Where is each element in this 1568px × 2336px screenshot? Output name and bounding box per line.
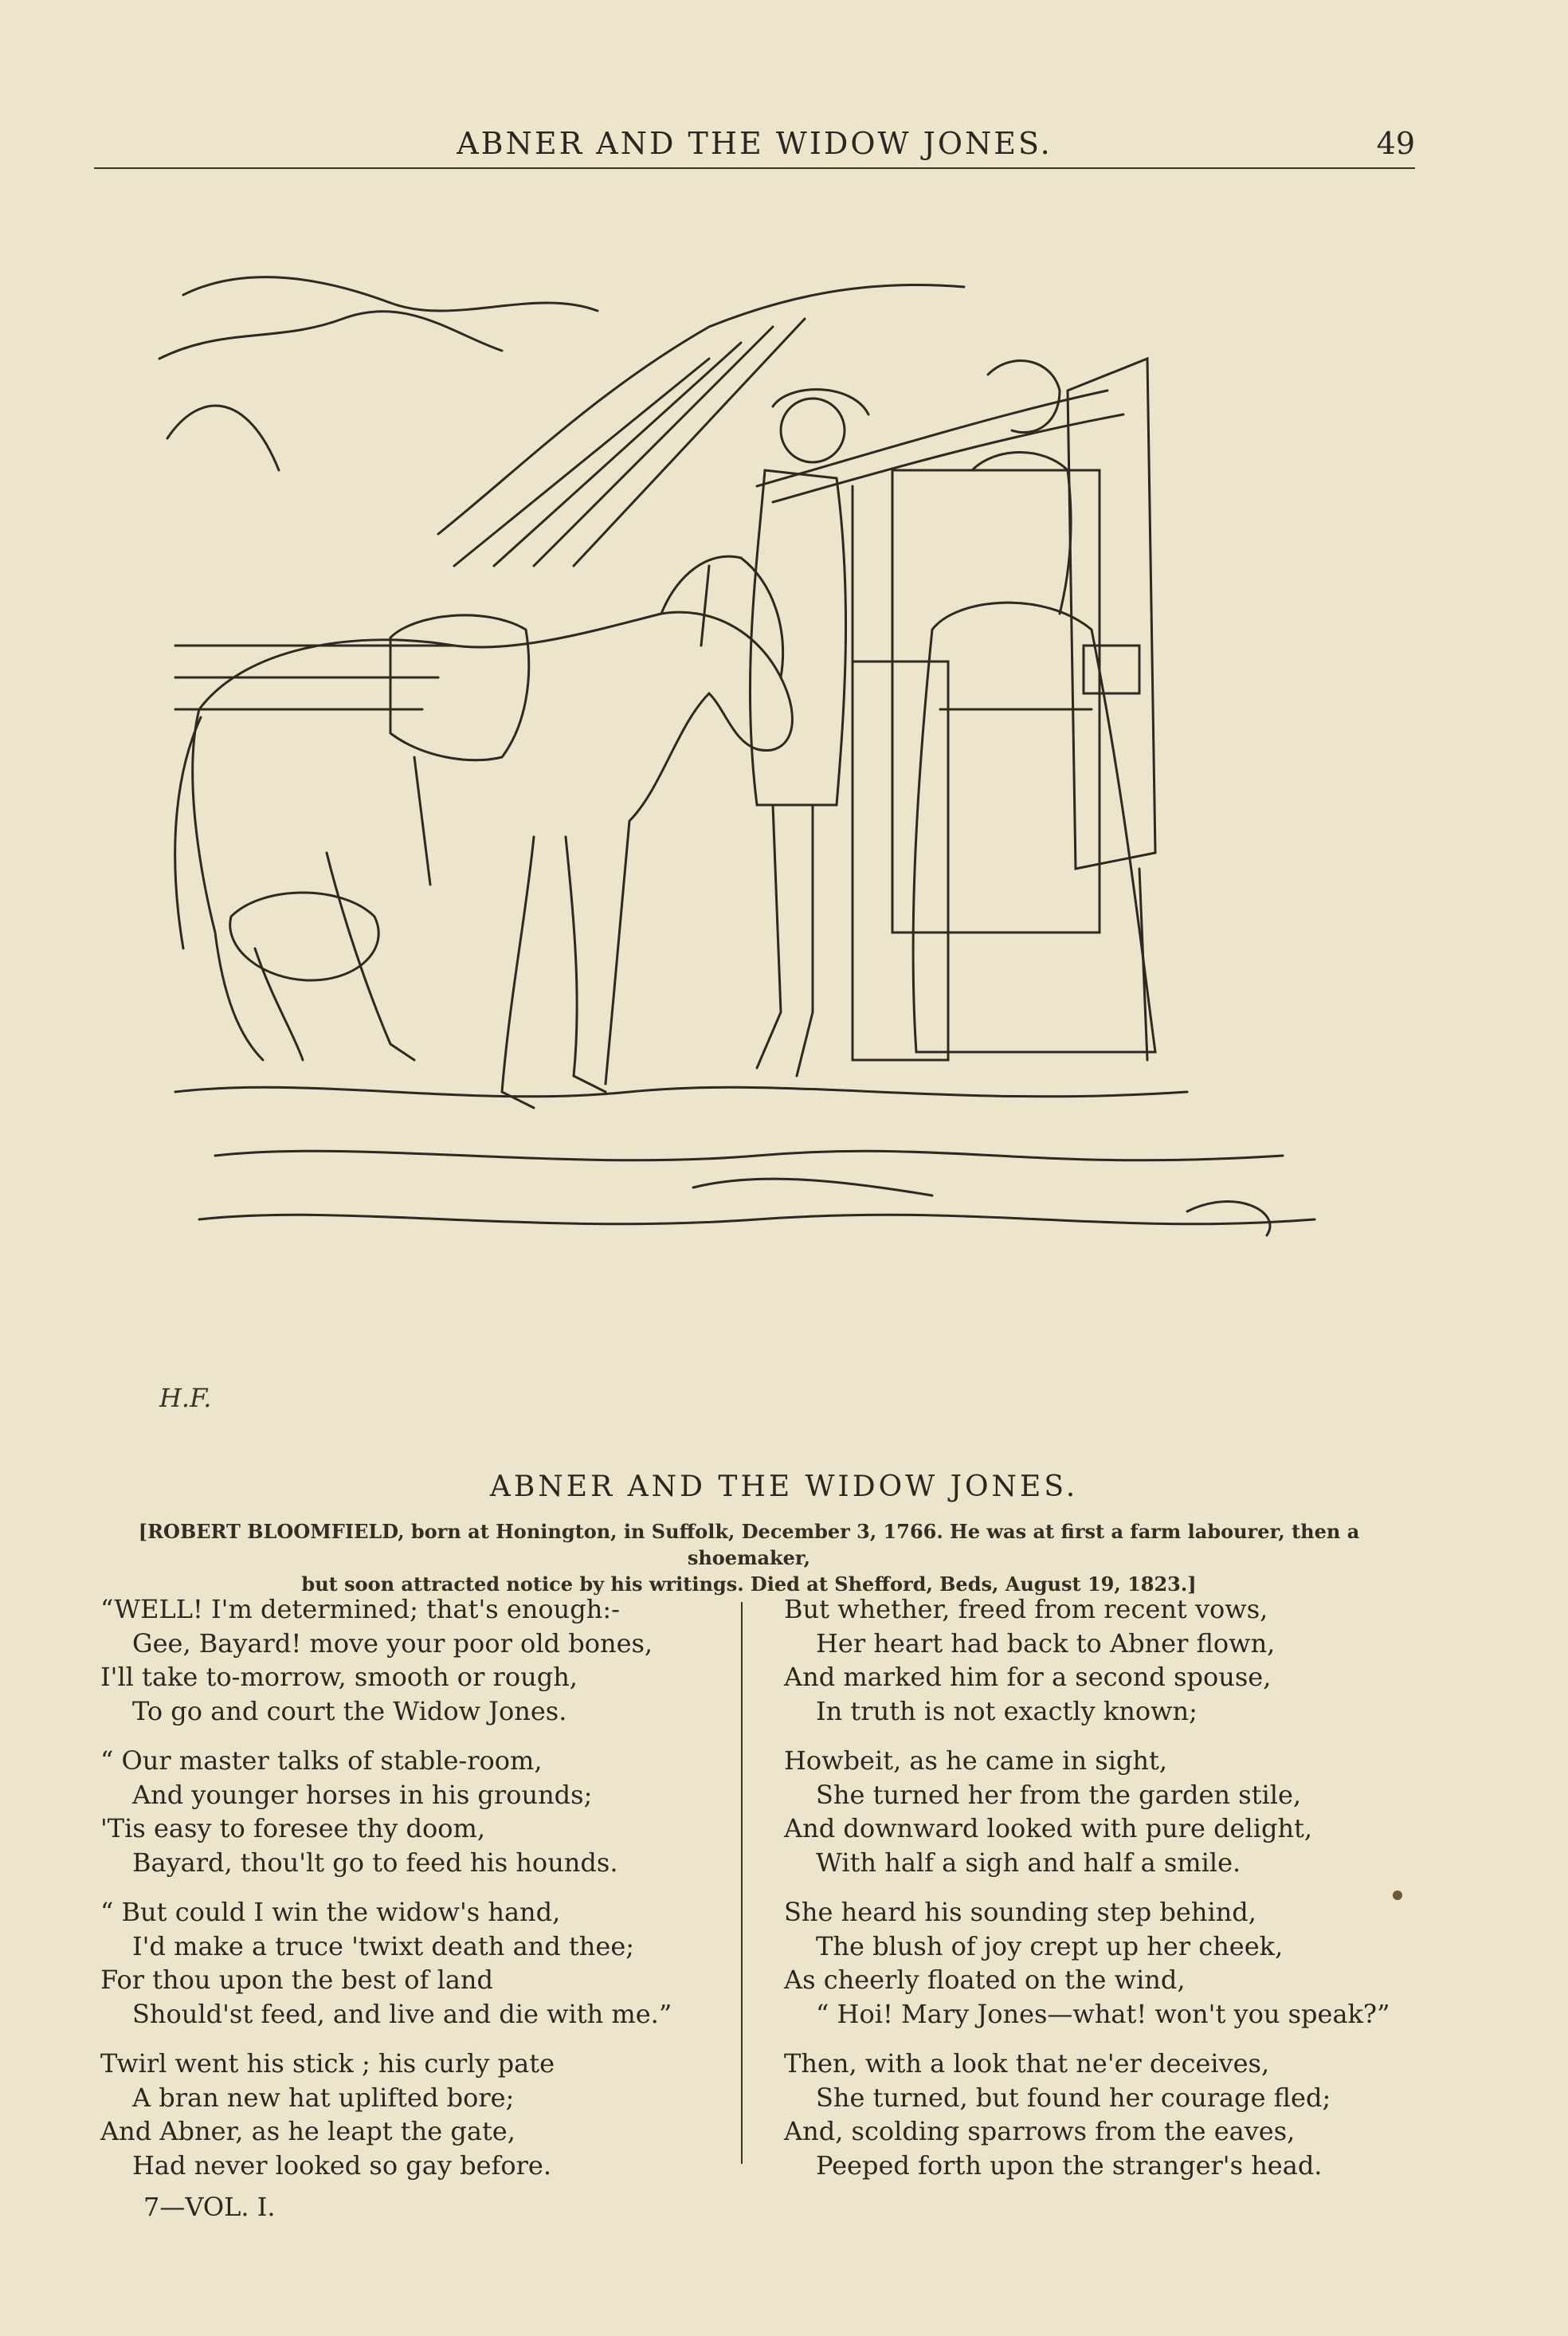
verse-line: I'll take to-morrow, smooth or rough, (100, 1662, 578, 1692)
verse-line: Her heart had back to Abner flown, (816, 1627, 1276, 1659)
stanza (100, 1895, 706, 2031)
page-number: 49 (1376, 126, 1415, 161)
right-column (784, 1592, 1390, 2198)
left-column (100, 1592, 706, 2198)
verse-line: Bayard, thou'lt go to feed his hounds. (132, 1847, 618, 1878)
verse-line: “ Our master talks of stable-room, (100, 1745, 543, 1776)
bio-note-line-2: but soon attracted notice by his writings. Died at Shefford, Beds, August 19, 1823.] (301, 1572, 1197, 1596)
bio-note-line-1: [ROBERT BLOOMFIELD, born at Honington, in Suffolk, December 3, 1766. He was at first a farm labourer, then a shoemaker, (138, 1520, 1360, 1569)
verse-line: I'd make a truce 'twixt death and thee; (132, 1930, 635, 1961)
verse-line: Then, with a look that ne'er deceives, (784, 2048, 1270, 2079)
ink-spot (1393, 1890, 1402, 1900)
engraving-horse-man-woman-icon (151, 231, 1339, 1427)
running-title: ABNER AND THE WIDOW JONES. (457, 126, 1053, 161)
verse-line: Had never looked so gay before. (132, 2150, 552, 2181)
verse-line: “ But could I win the widow's hand, (100, 1897, 561, 1927)
stanza (100, 1744, 706, 1879)
stanza (784, 1895, 1390, 2031)
stanza (784, 1744, 1390, 1879)
stanza (784, 2047, 1390, 2182)
stanza (784, 1592, 1390, 1728)
verse-line: As cheerly floated on the wind, (784, 1965, 1186, 1995)
stanza (100, 1592, 706, 1728)
verse-line: “ Hoi! Mary Jones—what! won't you speak?” (816, 1998, 1390, 2029)
verse-line: With half a sigh and half a smile. (816, 1847, 1241, 1878)
verse-line: Should'st feed, and live and die with me.” (132, 1998, 672, 2029)
signature-mark: 7—VOL. I. (143, 2192, 276, 2222)
verse-line: Howbeit, as he came in sight, (784, 1745, 1168, 1776)
verse-line: But whether, freed from recent vows, (784, 1594, 1268, 1624)
verse-line: To go and court the Widow Jones. (132, 1695, 567, 1726)
verse-line: Twirl went his stick ; his curly pate (100, 2048, 555, 2079)
verse-line: Gee, Bayard! move your poor old bones, (132, 1627, 653, 1659)
poem-title: ABNER AND THE WIDOW JONES. (489, 1470, 1079, 1503)
verse-line: Peeped forth upon the stranger's head. (816, 2150, 1323, 2181)
verse-line: She heard his sounding step behind, (784, 1897, 1256, 1927)
poem-columns (94, 1592, 1417, 2246)
stanza (100, 2047, 706, 2182)
biographical-note (88, 1518, 1410, 1597)
verse-line: She turned, but found her courage fled; (816, 2082, 1331, 2113)
verse-line: And Abner, as he leapt the gate, (100, 2116, 515, 2146)
verse-line: And downward looked with pure delight, (784, 1813, 1313, 1843)
verse-line: In truth is not exactly known; (816, 1695, 1198, 1726)
verse-line: The blush of joy crept up her cheek, (816, 1930, 1284, 1961)
verse-line: And, scolding sparrows from the eaves, (784, 2116, 1296, 2146)
engraver-signature: H.F. (159, 1383, 212, 1413)
verse-line: And marked him for a second spouse, (784, 1662, 1272, 1692)
verse-line: A bran new hat uplifted bore; (132, 2082, 515, 2113)
verse-line: She turned her from the garden stile, (816, 1779, 1302, 1810)
verse-line: For thou upon the best of land (100, 1965, 493, 1995)
engraving-illustration (151, 231, 1339, 1427)
verse-line: “WELL! I'm determined; that's enough:- (100, 1594, 620, 1624)
running-head (94, 120, 1415, 169)
verse-line: And younger horses in his grounds; (132, 1779, 593, 1810)
column-divider (741, 1602, 743, 2164)
verse-line: 'Tis easy to foresee thy doom, (100, 1813, 486, 1843)
